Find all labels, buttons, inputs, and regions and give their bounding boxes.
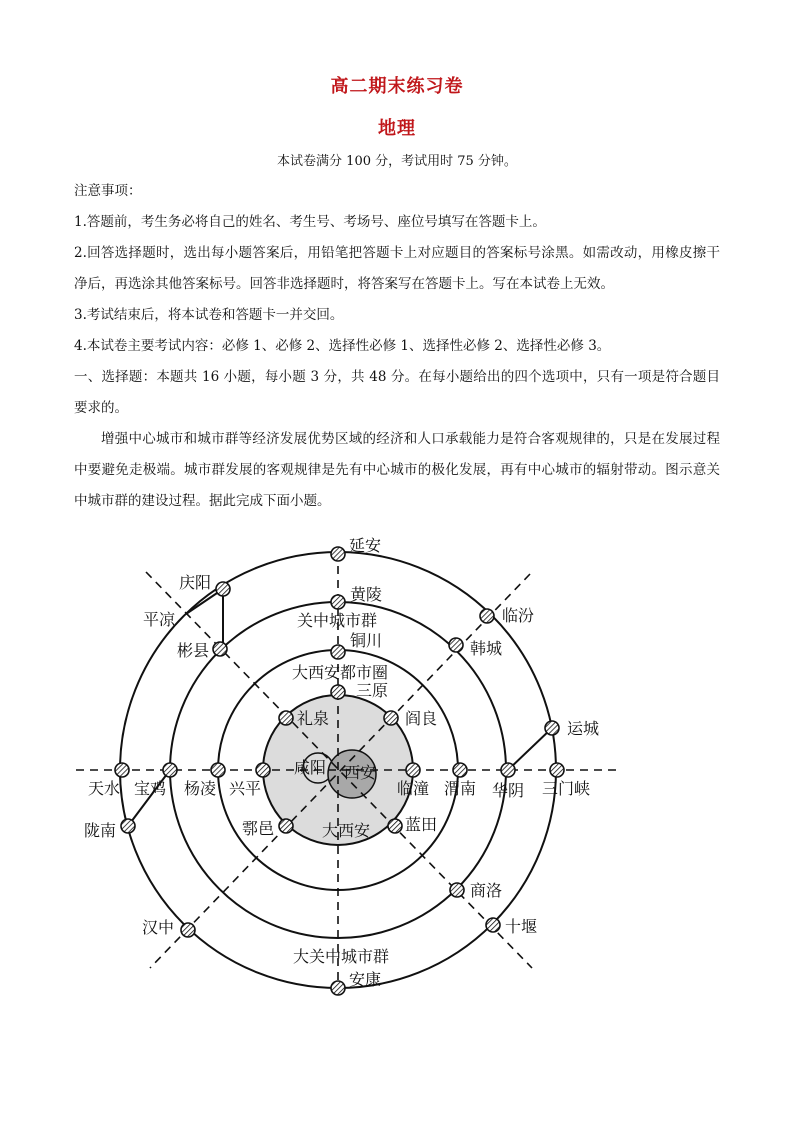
notes-heading: 注意事项： [74, 183, 142, 199]
node-xingping [256, 763, 270, 777]
label-weinan: 渭南 [443, 779, 477, 798]
node-huangling [331, 595, 345, 609]
node-tongchuan [331, 645, 345, 659]
node-liquan [279, 711, 293, 725]
label-hanzhong: 汉中 [142, 918, 175, 937]
label-longnan: 陇南 [84, 821, 117, 840]
node-sanyuan [331, 685, 345, 699]
node-yuncheng [545, 721, 559, 735]
node-lantian [388, 819, 402, 833]
label-huangling: 黄陵 [350, 585, 383, 604]
label-baoji: 宝鸡 [133, 779, 167, 798]
passage: 增强中心城市和城市群等经济发展优势区域的经济和人口承载能力是符合客观规律的，只是在发展过程中要避免走极端。城市群发展的客观规律是先有中心城市的极化发展，再有中心城市的辐射带动。图示意关中城市群的建设过程。据此完成下面小题。 [74, 431, 720, 509]
node-yanan [331, 547, 345, 561]
label-binxian: 彬县 [177, 641, 210, 660]
connector-huayin-yuncheng [508, 728, 552, 770]
label-huyi: 鄠邑 [242, 819, 275, 838]
label-yanliang: 阎良 [405, 709, 438, 728]
label-ring-guanzhong: 关中城市群 [296, 611, 378, 630]
node-shiyan [486, 918, 500, 932]
label-tongchuan: 铜川 [350, 631, 383, 650]
page-title: 高二期末练习卷 [330, 76, 464, 97]
subject-title: 地理 [378, 118, 416, 139]
section-heading: 一、选择题：本题共 16 小题，每小题 3 分，共 48 分。在每小题给出的四个选项中，只有一项是符合题目要求的。 [74, 369, 720, 416]
node-linfen [480, 609, 494, 623]
label-xian: 西安 [343, 763, 377, 782]
label-pingliang: 平凉 [143, 610, 176, 629]
node-yanliang [384, 711, 398, 725]
exam-info: 本试卷满分 100 分，考试用时 75 分钟。 [277, 154, 517, 169]
label-lantian: 蓝田 [405, 815, 438, 834]
label-yangling: 杨凌 [183, 779, 217, 798]
node-binxian [213, 642, 227, 656]
note-item-3: 3.考试结束后，将本试卷和答题卡一并交回。 [74, 307, 344, 323]
node-yangling [211, 763, 225, 777]
label-tianshui: 天水 [87, 779, 121, 798]
node-huyi [279, 819, 293, 833]
label-liquan: 礼泉 [297, 709, 330, 728]
label-ring-daxian-metro: 大西安都市圈 [291, 663, 389, 682]
node-huayin [501, 763, 515, 777]
label-linfen: 临汾 [502, 606, 535, 625]
label-qingyang: 庆阳 [179, 573, 212, 592]
node-qingyang [216, 582, 230, 596]
label-xianyang: 咸阳 [293, 758, 327, 777]
label-ring-big-guanzhong: 大关中城市群 [292, 947, 390, 966]
label-sanyuan: 三原 [356, 681, 389, 700]
node-baoji [163, 763, 177, 777]
note-item-4: 4.本试卷主要考试内容：必修 1、必修 2、选择性必修 1、选择性必修 2、选择性必修 3。 [74, 338, 611, 354]
label-hancheng: 韩城 [470, 639, 503, 658]
label-yuncheng: 运城 [567, 719, 600, 738]
node-hancheng [449, 638, 463, 652]
city-cluster-diagram [0, 520, 794, 1010]
node-longnan [121, 819, 135, 833]
node-lintong [406, 763, 420, 777]
note-item-1: 1.答题前，考生务必将自己的姓名、考生号、考场号、座位号填写在答题卡上。 [74, 214, 546, 230]
label-shiyan: 十堰 [505, 917, 538, 936]
label-huayin: 华阴 [491, 781, 525, 800]
node-weinan [453, 763, 467, 777]
node-tianshui [115, 763, 129, 777]
label-ring-daxian: 大西安 [321, 821, 371, 840]
label-shangluo: 商洛 [470, 881, 503, 900]
axis-diagonal-b [150, 574, 530, 968]
node-ankang [331, 981, 345, 995]
label-yanan: 延安 [349, 536, 382, 555]
node-shangluo [450, 883, 464, 897]
node-sanmenxia [550, 763, 564, 777]
label-sanmenxia: 三门峡 [541, 779, 591, 798]
node-hanzhong [181, 923, 195, 937]
label-ankang: 安康 [349, 970, 382, 989]
label-xingping: 兴平 [228, 779, 262, 798]
label-lintong: 临潼 [396, 779, 430, 798]
note-item-2: 2.回答选择题时，选出每小题答案后，用铅笔把答题卡上对应题目的答案标号涂黑。如需改动，用橡皮擦干净后，再选涂其他答案标号。回答非选择题时，将答案写在答题卡上。写在本试卷上无效。 [74, 245, 720, 292]
